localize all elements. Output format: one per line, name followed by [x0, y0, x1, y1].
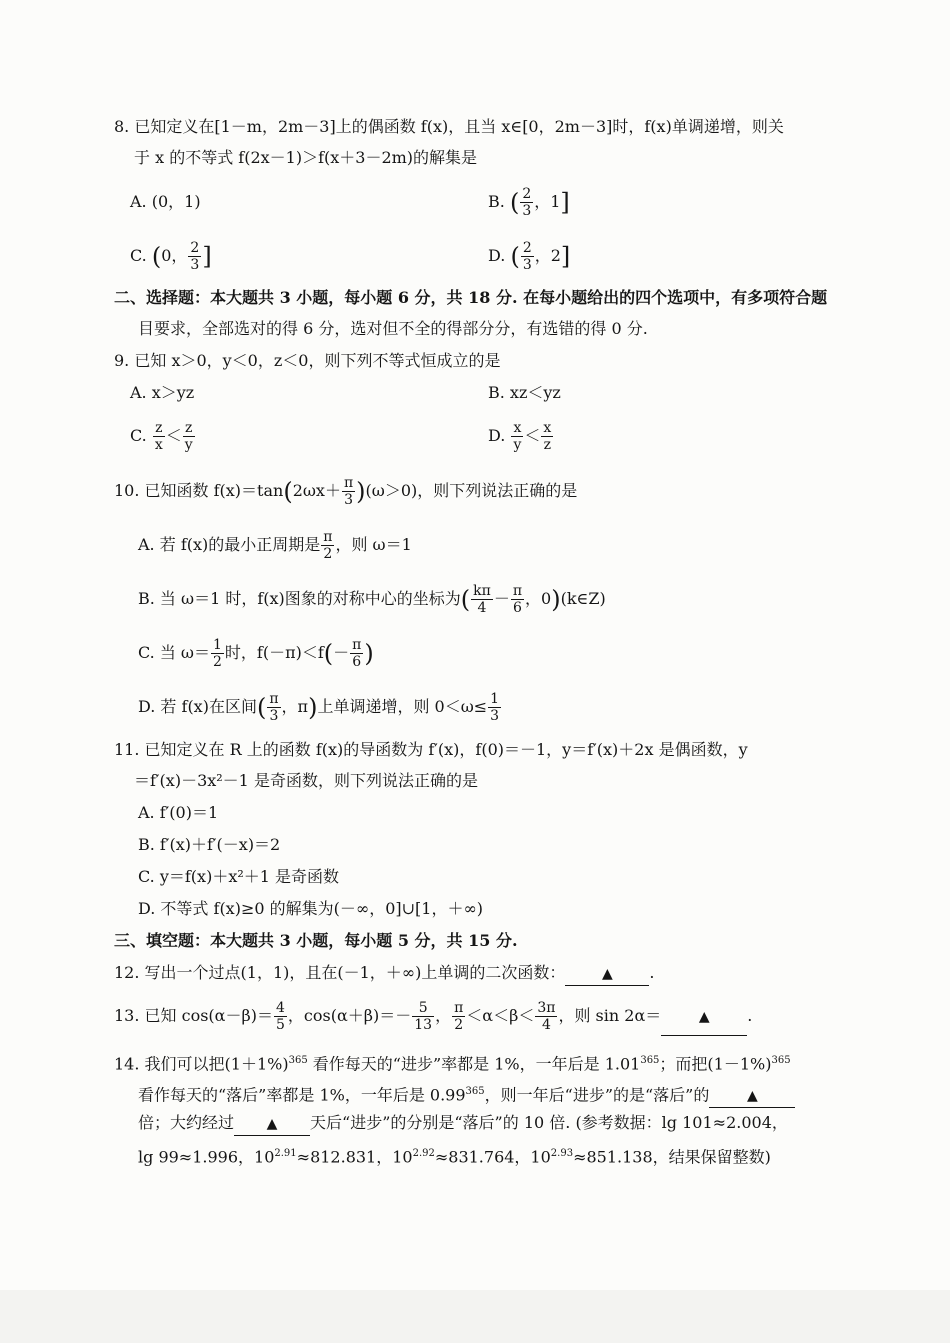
q8-line2: 于 x 的不等式 f(2x－1)＞f(x＋3－2m)的解集是	[134, 148, 478, 167]
q11-option-a: A. f′(0)＝1	[138, 803, 219, 822]
q8-option-d: D. ( $\frac{2}{3}$ ，2]	[488, 240, 571, 273]
q11-option-b: B. f′(x)＋f′(－x)＝2	[138, 835, 281, 854]
section2-instructions: 目要求，全部选对的得 6 分，选对但不全的得部分分，有选错的得 0 分.	[138, 319, 648, 338]
q14-line1: 14. 我们可以把$(1+1\%)^{365}$ 看作每天的“进步”率都是 1%，一年后是 1.01$^{365}$；而把$(1-1\%)^{365}$	[114, 1054, 791, 1074]
q14-ratio-blank[interactable]: ▲	[709, 1085, 795, 1108]
section3-heading: 三、填空题：本大题共 3 小题，每小题 5 分，共 15 分.	[114, 931, 518, 950]
q10-option-c: C. 当 ω＝ $\frac{1}{2}$ 时，f(－π)＜f(－ $\frac{\pi}{6}$ )	[138, 637, 374, 670]
q8-option-b: B. ( $\frac{2}{3}$ ，1]	[488, 186, 570, 219]
q9-stem: 9. 已知 x＞0，y＜0，z＜0，则下列不等式恒成立的是	[114, 351, 501, 370]
q13-stem: 13. 已知 cos(α－β)＝ $\frac{4}{5}$ ，cos(α＋β)＝－ $\frac{5}{13}$ ， $\frac{\pi}{2}$ ＜α＜β＜ $\frac{3\pi}{4}$ ，则 sin 2α＝ ▲ .	[114, 998, 752, 1036]
q8-line1: 8. 已知定义在[1－m，2m－3]上的偶函数 f(x)，且当 x∈[0，2m－3]时，f(x)单调递增，则关	[114, 117, 784, 136]
section2-heading: 二、选择题：本大题共 3 小题，每小题 6 分，共 18 分. 在每小题给出的四个选项中，有多项符合题	[114, 288, 828, 307]
q14-days-blank[interactable]: ▲	[234, 1113, 310, 1136]
q10-option-d: D. 若 f(x)在区间( $\frac{\pi}{3}$ ，π)上单调递增，则 0＜ω≤ $\frac{1}{3}$	[138, 691, 500, 724]
q8-option-c: C. (0， $\frac{2}{3}$ ]	[130, 240, 212, 273]
q11-line1: 11. 已知定义在 R 上的函数 f(x)的导函数为 f′(x)，f(0)＝－1，y＝f′(x)＋2x 是偶函数，y	[114, 740, 748, 759]
q11-option-d: D. 不等式 f(x)≥0 的解集为(－∞，0]∪[1，＋∞)	[138, 899, 484, 918]
q9-option-c: C. $\frac{z}{x}$ ＜ $\frac{z}{y}$	[130, 420, 193, 453]
q14-line4: lg 99≈1.996，$10^{2.91}\approx 812.831$，$10^{2.92}\approx 831.764$，$10^{2.93}\approx 851.138$，结果保留整数)	[138, 1147, 771, 1167]
q14-line3: 倍；大约经过 ▲ 天后“进步”的分别是“落后”的 10 倍. (参考数据：lg 101≈2.004，	[138, 1112, 788, 1136]
q10-option-a: A. 若 f(x)的最小正周期是 $\frac{\pi}{2}$ ，则 ω＝1	[138, 529, 412, 562]
q13-answer-blank[interactable]: ▲	[661, 999, 747, 1036]
q12-stem: 12. 写出一个过点(1，1)，且在(－1，＋∞)上单调的二次函数： ▲ .	[114, 962, 654, 986]
q11-line2: ＝f′(x)－3x²－1 是奇函数，则下列说法正确的是	[134, 771, 478, 790]
q9-option-a: A. x＞yz	[130, 383, 195, 402]
q10-option-b: B. 当 ω＝1 时，f(x)图象的对称中心的坐标为( $\frac{k\pi}{4}$ － $\frac{\pi}{6}$ ，0)(k∈Z)	[138, 583, 606, 616]
q12-answer-blank[interactable]: ▲	[565, 963, 649, 986]
q9-option-b: B. xz＜yz	[488, 383, 561, 402]
q9-option-d: D. $\frac{x}{y}$ ＜ $\frac{x}{z}$	[488, 420, 552, 453]
q10-stem: 10. 已知函数 f(x)＝tan(2ωx＋ $\frac{\pi}{3}$ )(ω＞0)，则下列说法正确的是	[114, 475, 578, 508]
q14-line2: 看作每天的“落后”率都是 1%，一年后是 0.99$^{365}$，则一年后“进步”的是“落后”的 ▲	[138, 1081, 795, 1108]
q8-option-a: A. (0，1)	[130, 192, 201, 211]
q11-option-c: C. y＝f(x)＋x²＋1 是奇函数	[138, 867, 340, 886]
scan-bottom-band	[0, 1290, 950, 1343]
